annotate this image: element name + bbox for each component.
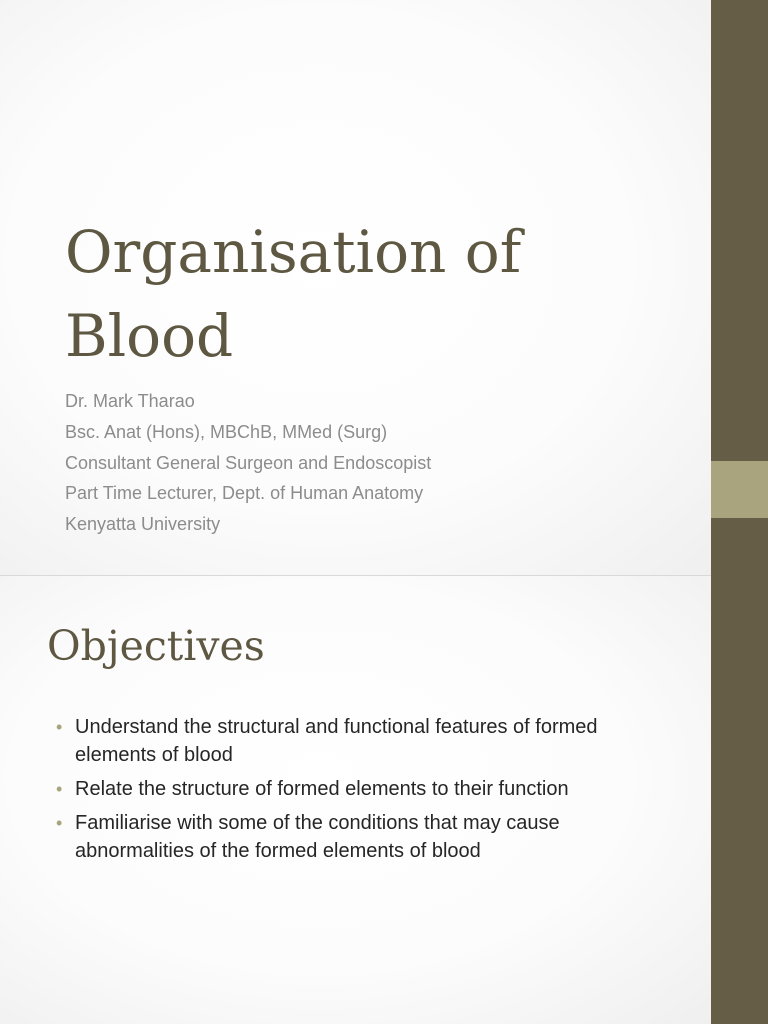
- side-accent-block: [711, 461, 768, 518]
- objectives-list: [56, 713, 676, 871]
- author-lecturer-role: Part Time Lecturer, Dept. of Human Anatomy: [65, 483, 424, 504]
- list-item-text: Familiarise with some of the conditions that may cause abnormalities of the formed elements of blood: [75, 812, 560, 862]
- author-position: Consultant General Surgeon and Endoscopist: [65, 452, 432, 473]
- bullet-icon: •: [56, 779, 63, 799]
- list-item-text: Relate the structure of formed elements to their function: [75, 778, 569, 800]
- bullet-icon: •: [56, 813, 63, 833]
- list-item: [56, 809, 676, 865]
- objectives-slide: [0, 576, 711, 1024]
- author-name: Dr. Mark Tharao: [65, 391, 195, 411]
- list-item: [56, 775, 676, 803]
- slide-title: Organisation of Blood: [65, 218, 522, 370]
- list-item-text: Understand the structural and functional features of formed elements of blood: [75, 716, 598, 766]
- subtitle-block: [65, 386, 431, 540]
- bullet-icon: •: [56, 717, 63, 737]
- objectives-title: Objectives: [47, 622, 265, 670]
- author-institution: Kenyatta University: [65, 514, 221, 535]
- author-degrees: Bsc. Anat (Hons), MBChB, MMed (Surg): [65, 421, 388, 442]
- list-item: [56, 713, 676, 769]
